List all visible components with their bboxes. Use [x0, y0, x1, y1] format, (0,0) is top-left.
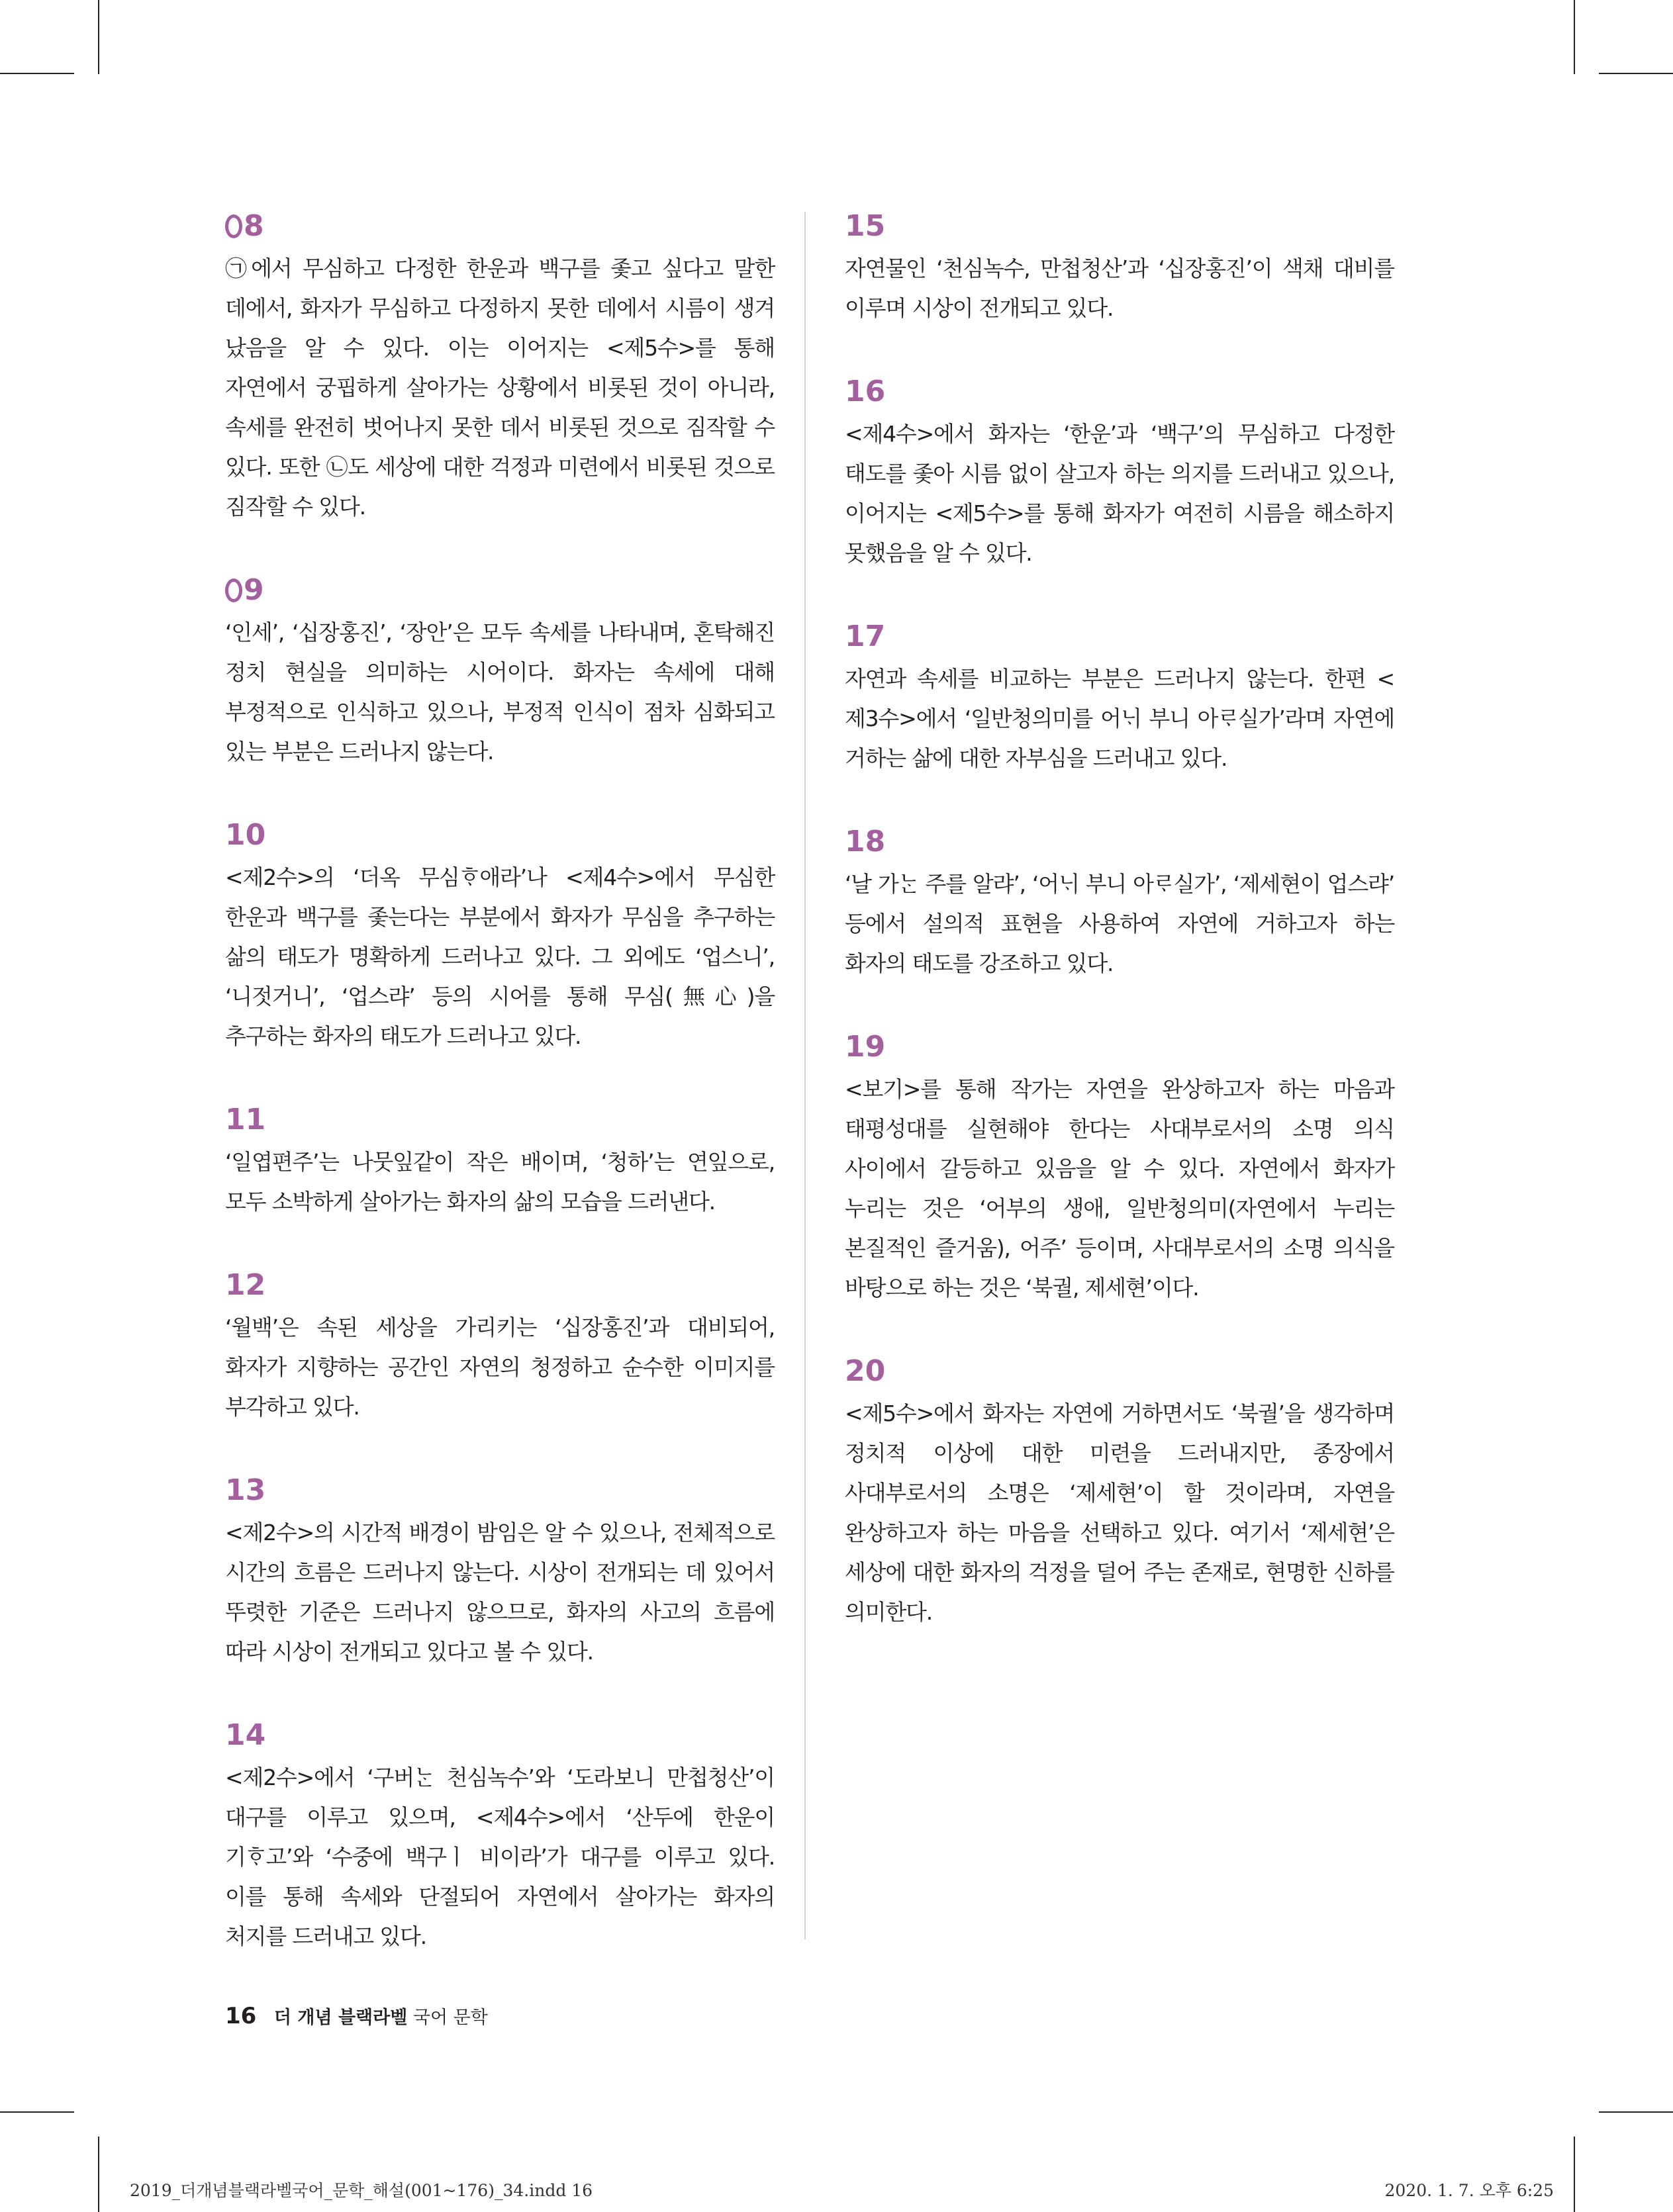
- right-column: [845, 205, 1394, 1675]
- answer-explanation: <제2수>의 시간적 배경이 밤임은 알 수 있으나, 전체적으로 시간의 흐름은 드러나지 않는다. 시상이 전개되는 데 있어서 뚜렷한 기준은 드러나지 않으므로, 화자의 사고의 흐름에 따라 시상이 전개되고 있다고 볼 수 있다.: [225, 1520, 775, 1665]
- answer-item-12: [225, 1264, 775, 1427]
- answer-number: 13: [225, 1473, 266, 1507]
- column-divider: [804, 212, 806, 1939]
- answer-item-18: [845, 821, 1394, 984]
- print-slug-file: 2019_더개념블랙라벨국어_문학_해설(001~176)_34.indd 16: [130, 2181, 593, 2200]
- answer-number: 17: [845, 620, 886, 653]
- crop-mark: [0, 2111, 74, 2113]
- answer-number: [225, 205, 775, 248]
- answer-item-08: [225, 205, 775, 527]
- answer-explanation: <제4수>에서 화자는 ‘한운’과 ‘백구’의 무심하고 다정한 태도를 좇아 시름 없이 살고자 하는 의지를 드러내고 있으나, 이어지는 <제5수>를 통해 화자가 여전히 시름을 해소하지 못했음을 알 수 있다.: [845, 421, 1394, 566]
- zero-ring: [225, 214, 242, 238]
- answer-item-17: [845, 616, 1394, 778]
- answer-explanation: <보기>를 통해 작가는 자연을 완상하고자 하는 마음과 태평성대를 실현해야 한다는 사대부로서의 소명 의식 사이에서 갈등하고 있음을 알 수 있다. 자연에서 화자가 누리는 것은 ‘어부의 생애, 일반청의미(자연에서 누리는 본질적인 즐거움), 어주’ 등이며, 사대부로서의 소명 의식을 바탕으로 하는 것은 ‘북궐, 제세현’이다.: [845, 1076, 1394, 1301]
- answer-explanation: ㉠에서 무심하고 다정한 한운과 백구를 좇고 싶다고 말한 데에서, 화자가 무심하고 다정하지 못한 데에서 시름이 생겨 났음을 알 수 있다. 이는 이어지는 <제5수>를 통해 자연에서 궁핍하게 살아가는 상황에서 비롯된 것이 아니라, 속세를 완전히 벗어나지 못한 데서 비롯된 것으로 짐작할 수 있다. 또한 ㉡도 세상에 대한 걱정과 미련에서 비롯된 것으로 짐작할 수 있다.: [225, 255, 775, 520]
- answer-item-19: [845, 1026, 1394, 1308]
- answer-explanation: ‘인세’, ‘십장홍진’, ‘장안’은 모두 속세를 나타내며, 혼탁해진 정치 현실을 의미하는 시어이다. 화자는 속세에 대해 부정적으로 인식하고 있으나, 부정적 인식이 점차 심화되고 있는 부분은 드러나지 않는다.: [225, 620, 775, 764]
- answer-explanation: <제5수>에서 화자는 자연에 거하면서도 ‘북궐’을 생각하며 정치적 이상에 대한 미련을 드러내지만, 종장에서 사대부로서의 소명은 ‘제세현’이 할 것이라며, 자연을 완상하고자 하는 마음을 선택하고 있다. 여기서 ‘제세현’은 세상에 대한 화자의 걱정을 덜어 주는 존재로, 현명한 신하를 의미한다.: [845, 1401, 1394, 1625]
- answer-item-10: [225, 814, 775, 1056]
- crop-mark: [1574, 0, 1575, 74]
- page-footer: [225, 2003, 488, 2031]
- answer-number: 16: [845, 375, 886, 408]
- answer-number: 12: [225, 1268, 266, 1302]
- answer-number: 15: [845, 209, 886, 243]
- answer-item-14: [225, 1714, 775, 1957]
- answer-number: 10: [225, 818, 266, 852]
- crop-mark: [1574, 2137, 1575, 2212]
- page-number: 16: [225, 2003, 257, 2029]
- answer-explanation: 자연물인 ‘천심녹수, 만첩청산’과 ‘십장홍진’이 색채 대비를 이루며 시상이 전개되고 있다.: [845, 255, 1394, 321]
- answer-explanation: ‘월백’은 속된 세상을 가리키는 ‘십장홍진’과 대비되어, 화자가 지향하는 공간인 자연의 청정하고 순수한 이미지를 부각하고 있다.: [225, 1314, 775, 1420]
- crop-mark: [1599, 73, 1673, 74]
- answer-item-13: [225, 1469, 775, 1672]
- answer-number: 14: [225, 1718, 266, 1752]
- answer-number: 11: [225, 1103, 266, 1136]
- answer-item-09: [225, 569, 775, 772]
- answer-number: 20: [845, 1354, 886, 1388]
- crop-mark: [98, 2137, 99, 2212]
- answer-number-digits: 8: [244, 209, 264, 243]
- answer-explanation: ‘일엽편주’는 나뭇잎같이 작은 배이며, ‘청하’는 연잎으로, 모두 소박하게 살아가는 화자의 삶의 모습을 드러낸다.: [225, 1149, 775, 1215]
- book-title: 더 개념 블랙라벨: [273, 2007, 408, 2028]
- answer-explanation: ‘날 가ᄂᆞᆫ 주를 알랴’, ‘어ᄂᆡ 부니 아ᄅᆞ실가’, ‘제세현이 업스랴’ 등에서 설의적 표현을 사용하여 자연에 거하고자 하는 화자의 태도를 강조하고 있다.: [845, 871, 1394, 976]
- print-slug-timestamp: 2020. 1. 7. 오후 6:25: [1384, 2181, 1554, 2200]
- crop-mark: [1599, 2111, 1673, 2113]
- crop-mark: [98, 0, 99, 74]
- answer-number: 18: [845, 825, 886, 858]
- answer-explanation: <제2수>의 ‘더옥 무심ᄒᆞ애라’나 <제4수>에서 무심한 한운과 백구를 좇는다는 부분에서 화자가 무심을 추구하는 삶의 태도가 명확하게 드러나고 있다. 그 외에도 ‘업스니’, ‘니젓거니’, ‘업스랴’ 등의 시어를 통해 무심(無心)을 추구하는 화자의 태도가 드러나고 있다.: [225, 864, 775, 1049]
- left-column: [225, 205, 775, 1999]
- answer-number-digits: 9: [244, 573, 264, 607]
- answer-explanation: <제2수>에서 ‘구버ᄂᆞᆫ 천심녹수’와 ‘도라보니 만첩청산’이 대구를 이루고 있으며, <제4수>에서 ‘산두에 한운이 기ᄒᆞ고’와 ‘수중에 백구ㅣ 비이라’가 대구를 이루고 있다. 이를 통해 속세와 단절되어 자연에서 살아가는 화자의 처지를 드러내고 있다.: [225, 1765, 775, 1949]
- answer-explanation: 자연과 속세를 비교하는 부분은 드러나지 않는다. 한편 <제3수>에서 ‘일반청의미를 어ᄂᆡ 부니 아ᄅᆞ실가’라며 자연에 거하는 삶에 대한 자부심을 드러내고 있다.: [845, 666, 1394, 771]
- answer-item-20: [845, 1350, 1394, 1632]
- crop-mark: [0, 73, 74, 74]
- book-subject: 국어 문학: [412, 2007, 488, 2028]
- answer-number: 19: [845, 1030, 886, 1064]
- answer-item-15: [845, 205, 1394, 328]
- answer-item-16: [845, 371, 1394, 573]
- zero-ring: [225, 578, 242, 602]
- answer-number: [225, 569, 775, 612]
- answer-item-11: [225, 1099, 775, 1222]
